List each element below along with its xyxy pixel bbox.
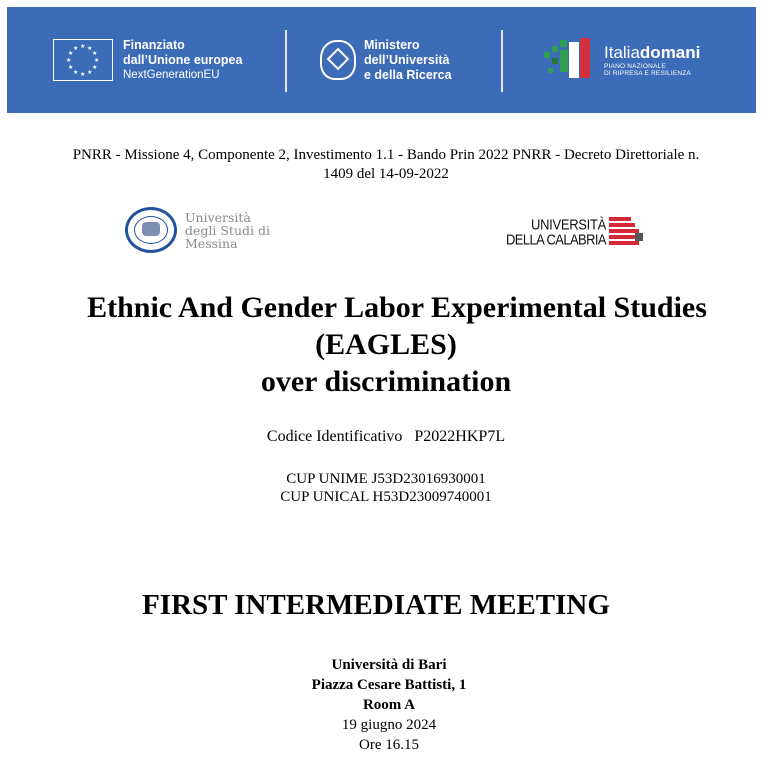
italiadomani-sub2: DI RIPRESA E RESILIENZA xyxy=(604,70,691,77)
cup-codes xyxy=(0,470,772,506)
project-title xyxy=(0,289,772,400)
pnrr-line2: 1409 del 14-09-2022 xyxy=(323,166,449,182)
unime-line2: degli Studi di xyxy=(185,222,270,238)
venue-university: Università di Bari xyxy=(331,657,447,673)
venue-address: Piazza Cesare Battisti, 1 xyxy=(311,677,467,693)
ministry-line3: e della Ricerca xyxy=(364,67,452,82)
cup-unime: CUP UNIME J53D23016930001 xyxy=(286,471,486,487)
unical-logo xyxy=(506,215,643,249)
pnrr-line1: PNRR - Missione 4, Componente 2, Investimento 1.1 - Bando Prin 2022 PNRR - Decreto Direttoriale n. xyxy=(72,147,700,163)
eu-line3: NextGenerationEU xyxy=(123,68,220,81)
venue-time: Ore 16.15 xyxy=(359,737,419,753)
codice-value: P2022HKP7L xyxy=(414,428,506,445)
italiadomani-brand-bold: domani xyxy=(639,43,701,62)
italiadomani-sub1: PIANO NAZIONALE xyxy=(604,63,666,70)
italia-flag-pixel-icon xyxy=(540,34,602,86)
project-code xyxy=(0,428,772,446)
title-line3: over discrimination xyxy=(260,365,512,398)
unical-line2: DELLA CALABRIA xyxy=(506,230,606,249)
pnrr-reference xyxy=(12,146,760,184)
eu-line2: dall’Unione europea xyxy=(123,52,243,67)
title-line1: Ethnic And Gender Labor Experimental Studies xyxy=(87,291,707,324)
eu-funding-logo xyxy=(53,7,242,113)
meeting-title: FIRST INTERMEDIATE MEETING xyxy=(142,589,610,621)
unime-line1: Università xyxy=(185,209,251,225)
ministry-line2: dell’Università xyxy=(364,52,450,67)
cup-unical: CUP UNICAL H53D23009740001 xyxy=(280,489,492,505)
italiadomani-logo xyxy=(540,7,700,113)
eu-line1: Finanziato xyxy=(123,37,185,52)
title-line2: (EAGLES) xyxy=(315,328,457,361)
unime-logo xyxy=(125,207,270,253)
unime-seal-icon xyxy=(125,207,177,253)
eu-flag-icon: ★ ★ ★ ★ ★ ★ ★ ★ ★ ★ ★ ★ xyxy=(53,39,113,81)
banner-divider xyxy=(285,30,287,92)
meeting-venue xyxy=(0,655,772,755)
funding-banner xyxy=(7,7,756,113)
banner-divider xyxy=(501,30,503,92)
unical-stripes-icon xyxy=(609,215,643,249)
italiadomani-brand-light: Italia xyxy=(604,43,640,62)
unical-line1: UNIVERSITÀ xyxy=(530,215,606,234)
codice-label: Codice Identificativo xyxy=(266,428,403,445)
ministry-line1: Ministero xyxy=(364,37,420,52)
unime-line3: Messina xyxy=(185,235,238,251)
venue-date: 19 giugno 2024 xyxy=(341,717,437,733)
venue-room: Room A xyxy=(362,697,416,713)
italian-emblem-icon xyxy=(320,40,356,80)
ministry-logo xyxy=(320,7,452,113)
